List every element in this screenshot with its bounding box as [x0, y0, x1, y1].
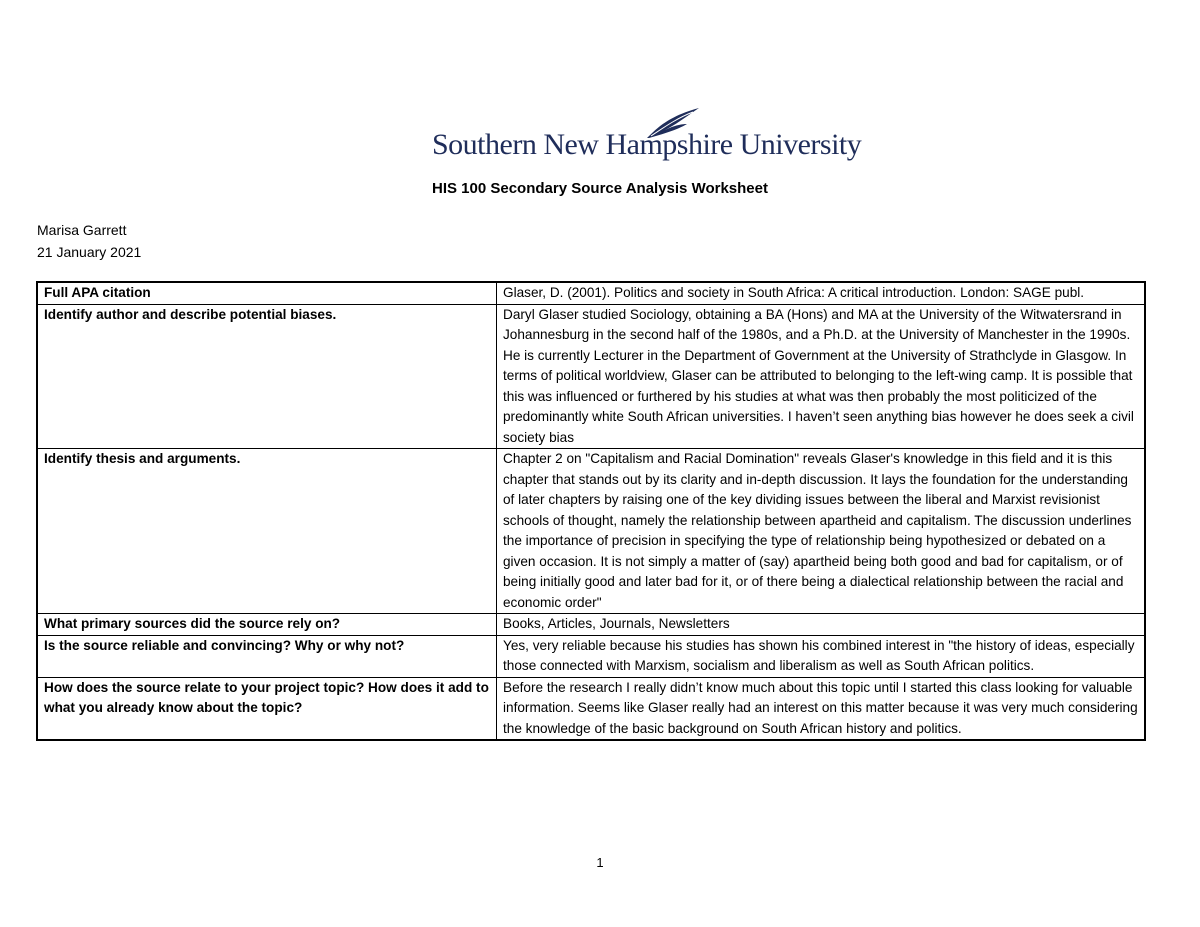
question-cell: Is the source reliable and convincing? Why or why not? — [37, 635, 497, 677]
author-name: Marisa Garrett — [37, 222, 127, 238]
table-row — [37, 614, 1145, 636]
question-cell: Identify author and describe potential biases. — [37, 304, 497, 449]
document-date: 21 January 2021 — [37, 244, 142, 260]
table-row — [37, 449, 1145, 614]
question-cell: What primary sources did the source rely on? — [37, 614, 497, 636]
table-row — [37, 635, 1145, 677]
answer-cell: Chapter 2 on "Capitalism and Racial Domination" reveals Glaser's knowledge in this field and it is this chapter that stands out by its clarity and in-depth discussion. It lays the foundation for the understanding of later chapters by raising one of the key dividing issues between the liberal and Marxist revisionist schools of thought, namely the relationship between apartheid and capitalism. The discussion underlines the importance of precision in specifying the type of relationship being hypothesized or debated on a given occasion. It is not simply a matter of (say) apartheid being both good and bad for capitalism, or of being initially good and later bad for it, or of there being a dialectical relationship between the racial and economic order" — [497, 449, 1146, 614]
question-cell: How does the source relate to your project topic? How does it add to what you already know about the topic? — [37, 677, 497, 740]
table-row — [37, 304, 1145, 449]
question-cell: Full APA citation — [37, 282, 497, 304]
answer-cell: Before the research I really didn’t know much about this topic until I started this class looking for valuable information. Seems like Glaser really had an interest on this matter because it was very much considering the knowledge of the basic background on South African history and politics. — [497, 677, 1146, 740]
answer-cell: Daryl Glaser studied Sociology, obtaining a BA (Hons) and MA at the University of the Witwatersrand in Johannesburg in the second half of the 1980s, and a Ph.D. at the University of Manchester in the 1990s. He is currently Lecturer in the Department of Government at the University of Strathclyde in Glasgow. In terms of political worldview, Glaser can be attributed to belonging to the left-wing camp. It is possible that this was influenced or furthered by his studies at what was then probably the most politicized of the predominantly white South African universities. I haven’t seen anything bias however he does seek a civil society bias — [497, 304, 1146, 449]
document-title: HIS 100 Secondary Source Analysis Worksheet — [432, 180, 768, 197]
page-number: 1 — [596, 855, 604, 870]
question-cell: Identify thesis and arguments. — [37, 449, 497, 614]
answer-cell: Glaser, D. (2001). Politics and society in South Africa: A critical introduction. London: SAGE publ. — [497, 282, 1146, 304]
logo-wordmark: Southern New Hampshire University — [432, 128, 862, 161]
university-logo — [430, 106, 862, 162]
worksheet-table — [36, 281, 1146, 741]
answer-cell: Yes, very reliable because his studies has shown his combined interest in "the history of ideas, especially those connected with Marxism, socialism and liberalism as well as South African politics. — [497, 635, 1146, 677]
answer-cell: Books, Articles, Journals, Newsletters — [497, 614, 1146, 636]
table-row — [37, 677, 1145, 740]
table-row — [37, 282, 1145, 304]
